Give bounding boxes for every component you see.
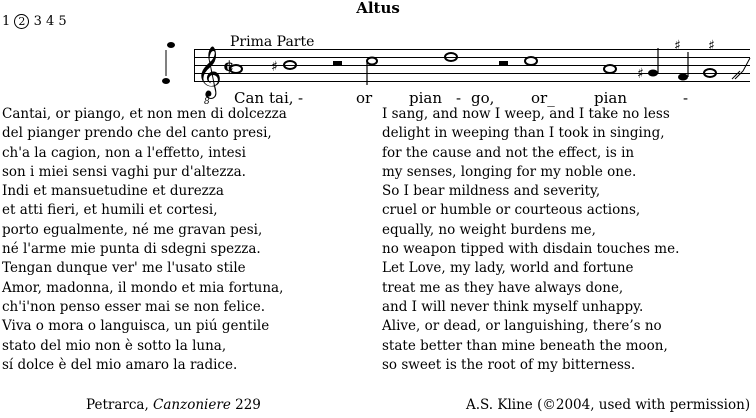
verse-line: stato del mio non è sotto la luna, — [2, 337, 227, 354]
verse-line: Amor, madonna, il mondo et mia fortuna, — [2, 279, 284, 296]
verse-line: Alive, or dead, or languishing, there’s no — [382, 318, 662, 335]
verse-line: Cantai, or piango, et non men di dolcezza — [2, 106, 287, 122]
verse-line: né l'arme mie punta di sdegni spezza. — [2, 241, 261, 258]
lyric-syllable: pian — [409, 89, 443, 107]
sharp-icons — [271, 38, 715, 82]
svg-text:♯: ♯ — [271, 59, 278, 75]
poem-source: Petrarca, Canzoniere 229 — [86, 397, 261, 413]
custos-icon — [732, 58, 750, 79]
lyric-hyphen: - — [683, 89, 689, 107]
verse-line: So I bear mildness and severity, — [382, 183, 601, 200]
verse-line: Viva o mora o languisca, un piú gentile — [2, 318, 270, 335]
verse-line: cruel or humble or courteous actions, — [382, 202, 641, 219]
treble-clef-icon: 𝄞 — [196, 46, 223, 97]
lyric-syllable: tai, — [269, 89, 294, 107]
current-page-indicator: 2 — [14, 14, 29, 29]
verse-line: Tengan dunque ver' me l'usato stile — [2, 260, 246, 277]
verse-line: Let Love, my lady, world and fortune — [382, 260, 634, 277]
italian-text — [2, 105, 287, 375]
verse-line: Indi et mansuetudine et durezza — [2, 183, 224, 200]
lyric-syllable: go, — [471, 89, 495, 107]
verse-line: del pianger prendo che del canto presi, — [2, 125, 272, 142]
verse-line: ch'i'non penso esser mai se non felice. — [2, 298, 265, 315]
lyric-syllable: Can — [234, 89, 265, 107]
verse-line: treat me as they have always done, — [382, 279, 624, 296]
verse-line: I sang, and now I weep, and I take no less — [382, 106, 670, 122]
page-links-rest[interactable]: 3 4 5 — [33, 14, 67, 29]
verse-line: sí dolce è del mio amaro la radice. — [2, 356, 238, 373]
svg-text:♯: ♯ — [637, 66, 644, 82]
english-translation — [382, 105, 679, 375]
quarter-notes — [648, 48, 688, 81]
svg-text:♯: ♯ — [708, 38, 715, 54]
section-heading: Prima Parte — [230, 34, 315, 50]
verse-line: son i miei sensi vaghi pur d'altezza. — [2, 163, 246, 180]
lyric-hyphen: - — [298, 89, 304, 107]
rest-icons — [333, 61, 508, 65]
verse-line: no weapon tipped with disdain touches me. — [382, 241, 680, 258]
cut-time-icon: ¢ — [223, 56, 235, 75]
lyric-syllable: pian — [594, 89, 628, 107]
ambitus-icon — [162, 42, 175, 84]
clef-octave-mark: 8 — [204, 97, 210, 107]
verse-line: for the cause and not the effect, is in — [382, 144, 635, 161]
note-whole — [604, 65, 616, 73]
note-half — [367, 58, 377, 65]
verse-line: equally, no weight burdens me, — [382, 221, 596, 238]
translation-credit: A.S. Kline (©2004, used with permission) — [466, 397, 751, 413]
lyric-syllable: or — [356, 89, 373, 107]
verse-line: state better than mine beneath the moon, — [382, 337, 668, 354]
note-whole — [525, 57, 537, 65]
page-link-1[interactable]: 1 — [2, 14, 11, 29]
score-title: Altus — [356, 0, 400, 17]
verse-line: delight in weeping than I took in singing, — [382, 125, 665, 142]
verse-line: et atti fieri, et humili et cortesi, — [2, 202, 218, 219]
lyric-hyphen: - — [456, 89, 462, 107]
verse-line: ch'a la cagion, non a l'effetto, intesi — [2, 144, 246, 161]
verse-line: my senses, longing for my noble one. — [382, 163, 637, 180]
verse-line: so sweet is the root of my bitterness. — [382, 356, 636, 373]
verse-line: porto egualmente, né me gravan pesi, — [2, 221, 263, 238]
svg-text:♯: ♯ — [674, 38, 681, 54]
verse-line: and I will never think myself unhappy. — [382, 298, 644, 315]
lyric-syllable: or_ — [531, 89, 555, 107]
